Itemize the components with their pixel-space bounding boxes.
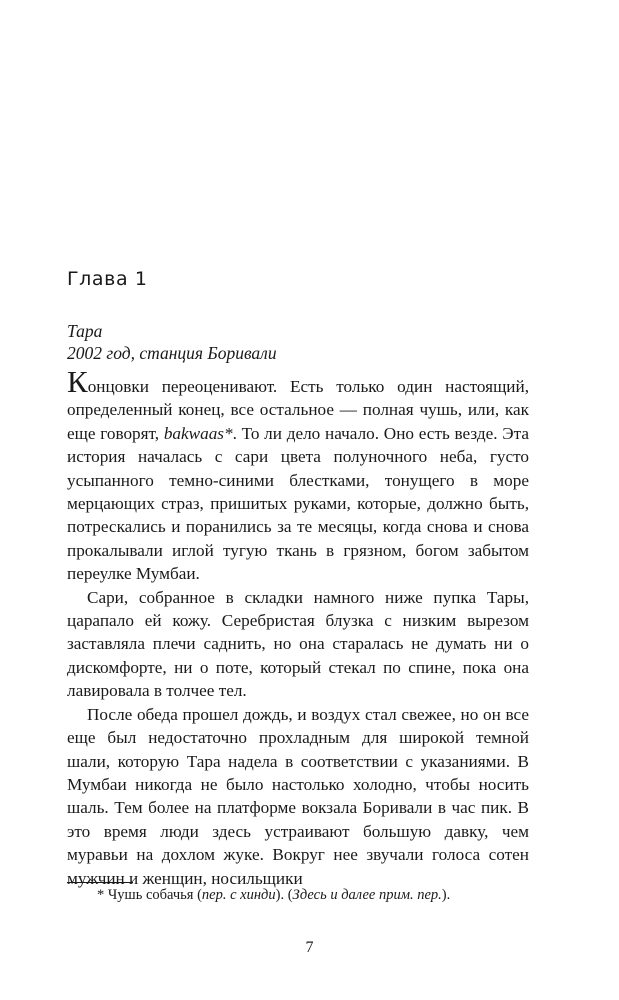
footnote-note-2: Здесь и далее прим. пер. xyxy=(292,887,442,903)
epigraph-name: Тара xyxy=(67,321,103,341)
footnote-marker: * Чушь собачья ( xyxy=(97,887,202,903)
footnote xyxy=(97,885,450,905)
footnote-mid: ). ( xyxy=(275,887,293,903)
chapter-title: Глава 1 xyxy=(67,268,148,290)
paragraph-1-text-a: онцовки переоценивают. Есть только один настоящий, определенный конец, все остальное — полная чушь, или, как еще говорят, xyxy=(67,377,529,443)
footnote-note-1: пер. с хинди xyxy=(201,887,276,903)
paragraph-1-text-b: . То ли дело начало. Оно есть везде. Эта история началась с сари цвета полуночного неба, густо усыпанного темно-синими блестками, тонущего в море мерцающих страз, пришитых руками, которые, должно быть, потрескались и поранились за те месяцы, когда снова и снова прокалывали иглой тугую ткань в грязном, богом забытом переулке Мумбаи. xyxy=(67,423,529,584)
epigraph-place: 2002 год, станция Боривали xyxy=(67,343,277,363)
paragraph-3: После обеда прошел дождь, и воздух стал свежее, но он все еще был недостаточно прохладным для широкой темной шали, которую Тара надела в соответствии с указаниями. В Мумбаи никогда не было настолько холодно, чтобы носить шаль. Тем более на платформе вокзала Боривали в час пик. В это время люди здесь устраивают большую давку, чем муравьи на дохлом жуке. Вокруг нее звучали голоса сотен мужчин и женщин, носильщики xyxy=(67,704,529,888)
footnote-end: ). xyxy=(441,887,451,903)
page-number: 7 xyxy=(305,939,314,956)
paragraph-1 xyxy=(67,364,529,586)
paragraph-2: Сари, собранное в складки намного ниже пупка Тары, царапало ей кожу. Серебристая блузка с низким вырезом заставляла плечи саднить, но она старалась не думать ни о дискомфорте, ни о поте, который стекал по спине, пока она лавировала в толчее тел. xyxy=(67,587,529,701)
chapter-body xyxy=(67,364,529,890)
footnote-rule xyxy=(67,882,133,883)
epigraph xyxy=(67,320,277,364)
foreign-word: bakwaas* xyxy=(163,423,233,443)
drop-cap: К xyxy=(67,364,88,399)
